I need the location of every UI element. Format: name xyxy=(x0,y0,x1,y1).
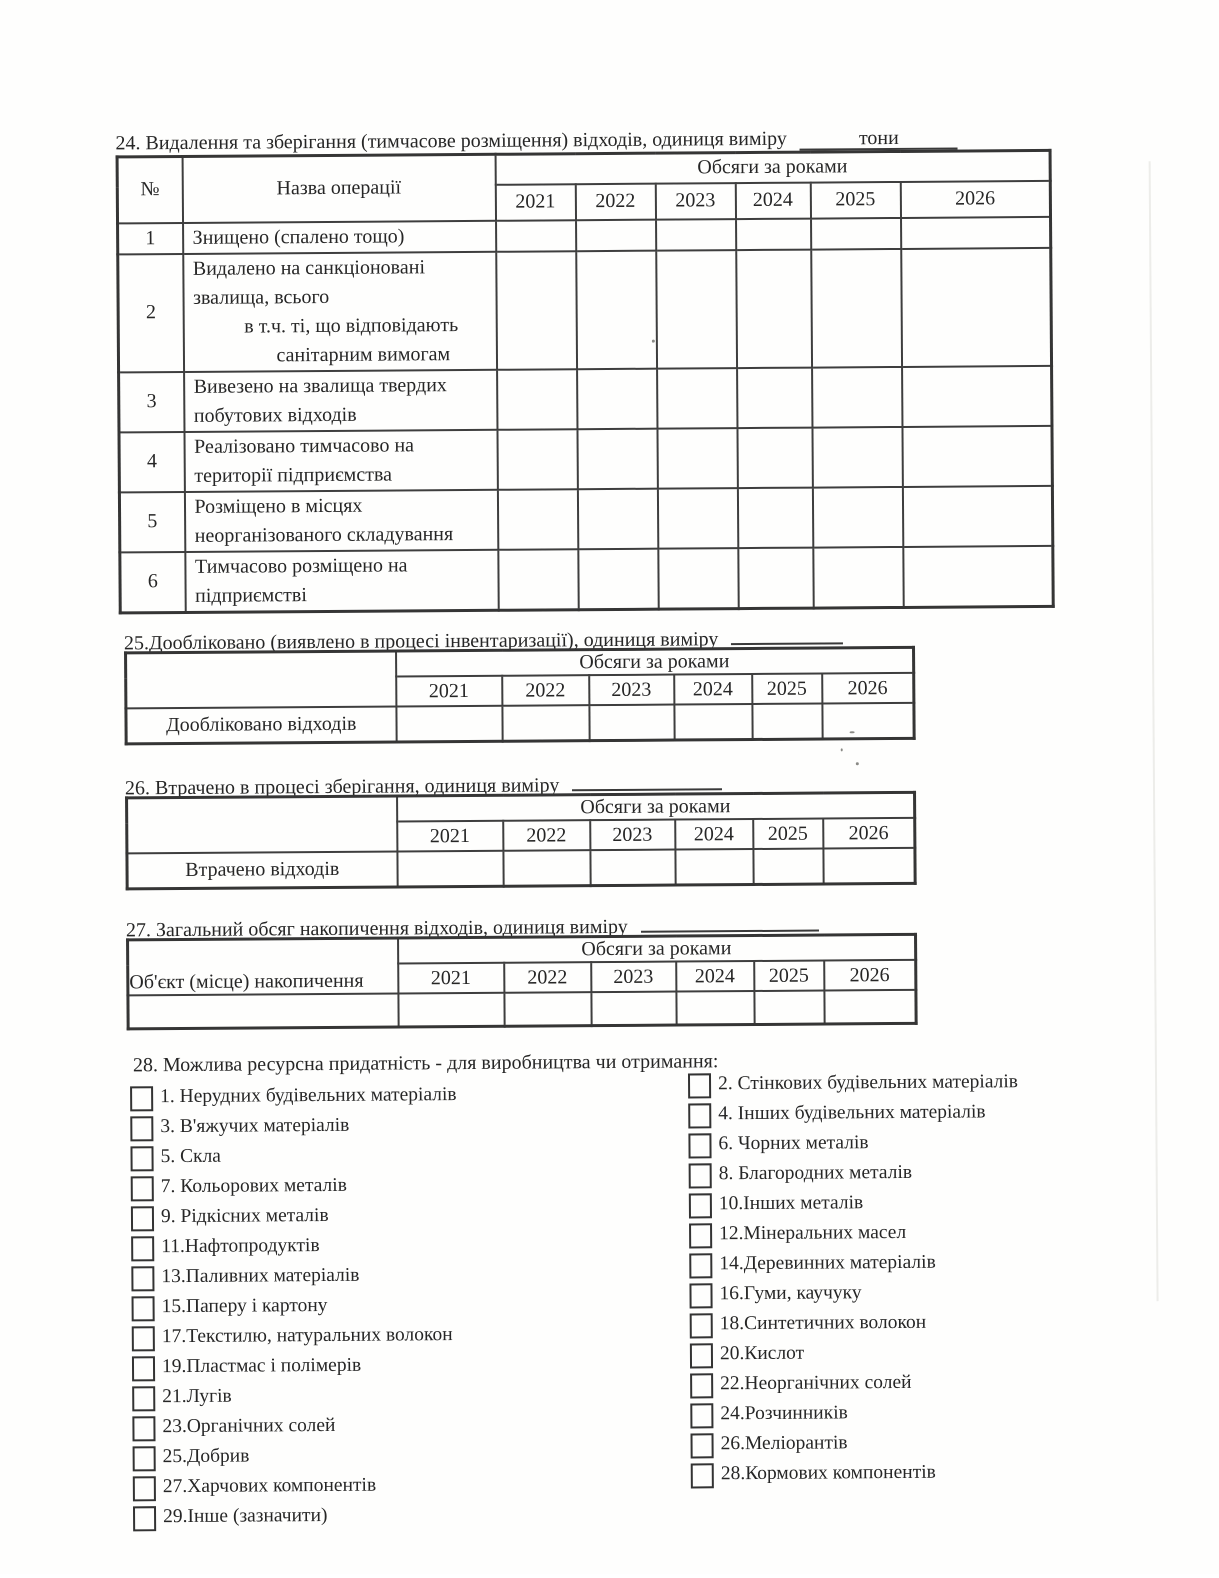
row-number: 2 xyxy=(118,253,184,371)
year-header: 2025 xyxy=(752,674,822,704)
checklist-item: 2. Стінкових будівельних матеріалів xyxy=(688,1069,1018,1101)
checkbox[interactable] xyxy=(691,1463,714,1488)
checklist-item: 16.Гуми, каучуку xyxy=(689,1279,1019,1311)
year-header: 2023 xyxy=(591,962,676,993)
table-row xyxy=(119,425,1052,492)
losses-table xyxy=(125,791,917,890)
blank-header-cell xyxy=(126,651,396,708)
year-header: 2024 xyxy=(675,819,753,850)
value-cell xyxy=(658,548,738,609)
value-cell xyxy=(674,704,752,740)
value-cell xyxy=(578,548,658,609)
value-cell xyxy=(753,849,823,884)
operation-column-header: Назва операції xyxy=(182,154,495,222)
value-cell xyxy=(675,849,753,885)
checkbox[interactable] xyxy=(133,1476,156,1501)
value-cell xyxy=(901,247,1052,366)
value-cell xyxy=(737,487,812,548)
checklist-item: 22.Неорганічних солей xyxy=(690,1369,1020,1401)
checklist-item: 1. Нерудних будівельних матеріалів xyxy=(130,1082,457,1114)
value-cell xyxy=(591,992,676,1026)
value-cell xyxy=(577,488,657,549)
value-cell xyxy=(813,546,903,607)
value-cell xyxy=(736,249,812,368)
year-header: 2025 xyxy=(754,961,824,991)
year-header: 2025 xyxy=(810,181,900,218)
value-cell xyxy=(822,703,914,739)
value-cell xyxy=(812,426,902,487)
value-cell xyxy=(752,704,822,739)
value-cell xyxy=(902,485,1052,546)
checklist-item: 27.Харчових компонентів xyxy=(133,1472,460,1504)
checkbox[interactable] xyxy=(131,1176,154,1201)
checkbox[interactable] xyxy=(132,1296,155,1321)
accumulation-place-header: Об'єкт (місце) накопичення xyxy=(128,938,398,995)
checkbox[interactable] xyxy=(690,1433,713,1458)
value-cell xyxy=(497,429,577,490)
checkbox[interactable] xyxy=(689,1163,712,1188)
additional-accounting-table xyxy=(124,646,916,745)
operation-name: Розміщено в місцях неорганізованого складування xyxy=(184,489,497,551)
scan-speck xyxy=(850,731,855,733)
value-cell xyxy=(498,549,578,610)
no-column-header: № xyxy=(117,156,182,222)
value-cell xyxy=(823,848,915,884)
volumes-by-years-header: Обсяги за роками xyxy=(495,150,1050,184)
table-row xyxy=(127,848,915,889)
value-cell xyxy=(577,368,657,429)
checklist-item: 26.Меліорантів xyxy=(690,1429,1020,1461)
value-cell xyxy=(502,705,589,741)
year-header: 2022 xyxy=(502,675,589,706)
value-cell xyxy=(811,248,902,367)
checkbox[interactable] xyxy=(688,1103,711,1128)
checkbox[interactable] xyxy=(688,1133,711,1158)
table-row xyxy=(126,703,914,744)
year-header: 2021 xyxy=(396,676,502,707)
checkbox[interactable] xyxy=(132,1326,155,1351)
section-25-unit-blank xyxy=(731,620,843,645)
table-row xyxy=(120,545,1053,612)
operation-name: Реалізовано тимчасово на території підприємства xyxy=(184,429,497,491)
table-row xyxy=(118,247,1052,372)
checklist-item: 23.Органічних солей xyxy=(132,1412,459,1444)
checklist-item: 21.Лугів xyxy=(132,1382,459,1414)
year-header: 2023 xyxy=(589,675,674,706)
value-cell xyxy=(903,545,1053,607)
value-cell xyxy=(902,425,1052,486)
scan-speck xyxy=(856,762,859,765)
checkbox[interactable] xyxy=(690,1343,713,1368)
value-cell xyxy=(657,428,737,489)
table-row xyxy=(119,485,1052,552)
operation-name: Тимчасово розміщено на підприємстві xyxy=(185,549,498,612)
row-number: 4 xyxy=(119,431,184,491)
value-cell xyxy=(656,219,736,251)
row-number: 3 xyxy=(119,371,184,431)
value-cell xyxy=(497,489,577,550)
checklist-item: 9. Рідкісних металів xyxy=(131,1202,458,1234)
checkbox[interactable] xyxy=(689,1193,712,1218)
checklist-item: 25.Добрив xyxy=(133,1442,460,1474)
checkbox[interactable] xyxy=(690,1403,713,1428)
section-24-heading-text: 24. Видалення та зберігання (тимчасове розміщення) відходів, одиниця виміру xyxy=(115,127,787,155)
checklist-item: 29.Інше (зазначити) xyxy=(133,1502,460,1534)
year-header: 2023 xyxy=(655,183,735,220)
value-cell xyxy=(497,369,577,430)
checklist-item: 3. В'яжучих матеріалів xyxy=(130,1112,457,1144)
year-header: 2022 xyxy=(503,820,590,851)
value-cell xyxy=(901,216,1051,248)
section-25-heading-text: 25.Дообліковано (виявлено в процесі інвентаризації), одиниця виміру xyxy=(123,628,719,655)
value-cell xyxy=(812,486,902,547)
scan-edge-line xyxy=(1149,161,1159,1301)
value-cell xyxy=(396,706,502,742)
year-header: 2024 xyxy=(676,961,754,992)
year-header: 2022 xyxy=(504,962,591,993)
volumes-by-years-header: Обсяги за роками xyxy=(398,934,916,963)
year-header: 2026 xyxy=(824,960,916,991)
checklist-item: 12.Мінеральних масел xyxy=(689,1219,1019,1251)
checkbox[interactable] xyxy=(689,1223,712,1248)
value-cell xyxy=(577,428,657,489)
year-header: 2025 xyxy=(753,819,823,849)
checkbox[interactable] xyxy=(689,1253,712,1278)
row-number: 1 xyxy=(118,222,183,253)
year-header: 2021 xyxy=(398,963,504,994)
row-number: 6 xyxy=(120,551,185,612)
checkbox[interactable] xyxy=(132,1416,155,1441)
checklist-item: 24.Розчинників xyxy=(690,1399,1020,1431)
checklist-item: 18.Синтетичних волокон xyxy=(690,1309,1020,1341)
accumulation-table xyxy=(126,933,918,1030)
checklist-item: 28.Кормових компонентів xyxy=(691,1459,1021,1491)
checkbox[interactable] xyxy=(133,1446,156,1471)
value-cell xyxy=(398,993,504,1027)
checkbox[interactable] xyxy=(130,1116,153,1141)
value-cell xyxy=(824,990,916,1024)
operation-name: Видалено на санкціоновані звалища, всього в т.ч. ті, що відповідають санітарним вимогам xyxy=(183,251,497,371)
checkbox[interactable] xyxy=(133,1506,156,1531)
year-header: 2022 xyxy=(575,183,655,220)
section-28-heading: 28. Можлива ресурсна придатність - для виробництва чи отримання: xyxy=(132,1050,719,1077)
value-cell xyxy=(657,488,737,549)
year-header: 2024 xyxy=(735,182,810,219)
value-cell xyxy=(902,365,1052,426)
year-header: 2026 xyxy=(822,673,914,704)
checklist-item: 7. Кольорових металів xyxy=(131,1172,458,1204)
checkbox[interactable] xyxy=(131,1206,154,1231)
operation-name: Вивезено на звалища твердих побутових відходів xyxy=(184,369,497,431)
blank-header-cell xyxy=(127,796,397,853)
value-cell xyxy=(754,991,824,1024)
volumes-by-years-header: Обсяги за роками xyxy=(397,792,915,821)
value-cell xyxy=(576,219,656,251)
checkbox[interactable] xyxy=(130,1086,153,1111)
operation-name: Знищено (спалено тощо) xyxy=(183,220,496,253)
year-header: 2026 xyxy=(900,180,1050,217)
value-cell xyxy=(576,250,657,369)
checkbox[interactable] xyxy=(688,1073,711,1098)
checkbox[interactable] xyxy=(689,1283,712,1308)
year-header: 2023 xyxy=(590,820,675,851)
volumes-by-years-header: Обсяги за роками xyxy=(396,647,914,676)
value-cell xyxy=(811,217,901,249)
value-cell xyxy=(397,851,503,887)
value-cell xyxy=(676,991,754,1025)
checklist-item: 6. Чорних металів xyxy=(688,1129,1018,1161)
checkbox[interactable] xyxy=(131,1266,154,1291)
scan-speck xyxy=(841,748,843,751)
table-row xyxy=(128,990,916,1029)
checklist-item: 13.Паливних матеріалів xyxy=(131,1262,458,1294)
value-cell xyxy=(657,368,737,429)
checklist-item: 11.Нафтопродуктів xyxy=(131,1232,458,1264)
table-row xyxy=(119,365,1052,432)
checklist-item: 4. Інших будівельних матеріалів xyxy=(688,1099,1018,1131)
year-header: 2021 xyxy=(397,821,503,852)
checkbox[interactable] xyxy=(130,1146,153,1171)
checklist-item: 19.Пластмас і полімерів xyxy=(132,1352,459,1384)
checklist-item: 20.Кислот xyxy=(690,1339,1020,1371)
value-cell xyxy=(737,367,812,428)
checklist-item: 15.Паперу і картону xyxy=(132,1292,459,1324)
value-cell xyxy=(504,992,591,1026)
checkbox[interactable] xyxy=(131,1236,154,1261)
section-26-unit-blank xyxy=(572,766,722,791)
value-cell xyxy=(738,547,813,608)
resource-checklist-right-column xyxy=(688,1069,1021,1491)
value-cell xyxy=(503,850,590,886)
year-header: 2026 xyxy=(823,818,915,849)
value-cell xyxy=(737,427,812,488)
disposal-storage-table xyxy=(116,149,1055,614)
value-cell xyxy=(812,366,902,427)
checklist-item: 8. Благородних металів xyxy=(689,1159,1019,1191)
year-header: 2021 xyxy=(495,184,575,221)
section-24-unit-value: тони xyxy=(800,126,958,151)
section-27-heading-text: 27. Загальний обсяг накопичення відходів, одиниця виміру xyxy=(125,915,628,942)
section-26-heading-text: 26. Втрачено в процесі зберігання, одиниця виміру xyxy=(124,774,560,800)
value-cell xyxy=(736,218,811,250)
checklist-item: 10.Інших металів xyxy=(689,1189,1019,1221)
checklist-item: 17.Текстилю, натуральних волокон xyxy=(132,1322,459,1354)
checkbox[interactable] xyxy=(132,1356,155,1381)
checklist-item: 5. Скла xyxy=(130,1142,457,1174)
section-27-unit-blank xyxy=(641,908,819,933)
value-cell xyxy=(590,850,675,886)
value-cell xyxy=(496,251,577,370)
value-cell xyxy=(128,993,398,1028)
checkbox[interactable] xyxy=(690,1373,713,1398)
value-cell xyxy=(656,250,737,369)
resource-checklist-left-column xyxy=(130,1082,460,1534)
value-cell xyxy=(589,705,674,741)
row-number: 5 xyxy=(119,491,184,551)
checklist-item: 14.Деревинних матеріалів xyxy=(689,1249,1019,1281)
value-cell xyxy=(496,220,576,252)
row-label: Втрачено відходів xyxy=(127,851,397,888)
scan-speck xyxy=(652,340,655,343)
row-label: Дообліковано відходів xyxy=(126,706,396,743)
checkbox[interactable] xyxy=(132,1386,155,1411)
year-header: 2024 xyxy=(674,674,752,705)
checkbox[interactable] xyxy=(690,1313,713,1338)
